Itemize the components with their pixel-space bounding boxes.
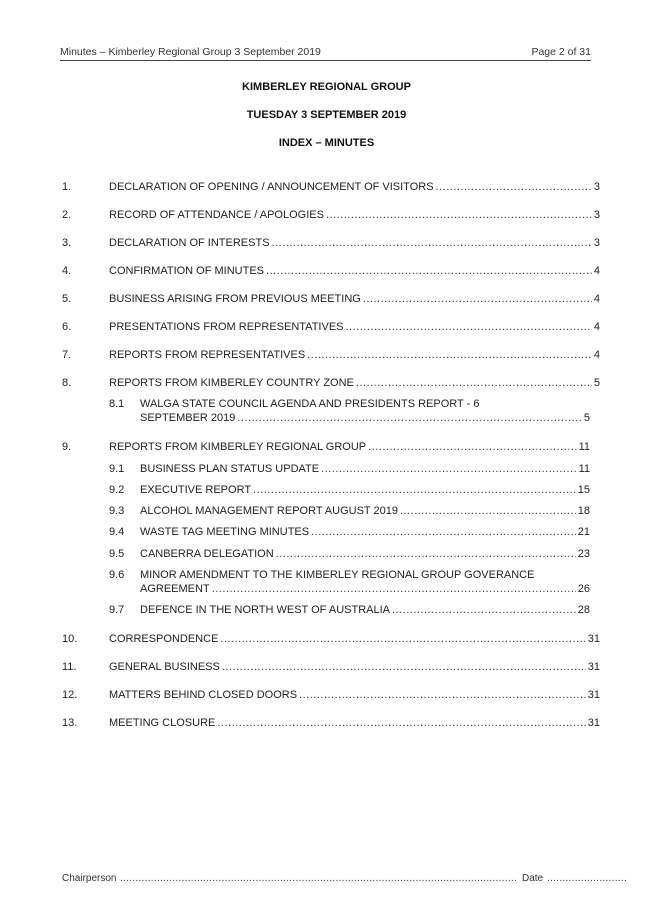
toc-subitem-text: BUSINESS PLAN STATUS UPDATE <box>140 463 320 475</box>
toc-item-page: 31 <box>587 717 600 729</box>
toc-subitem-number: 9.4 <box>109 526 125 538</box>
toc-subitem-page: 23 <box>577 548 590 560</box>
page-header <box>60 46 591 60</box>
toc-item-page: 4 <box>593 293 600 305</box>
toc-item-page: 5 <box>593 377 600 389</box>
toc-subitem-page: 15 <box>577 484 590 496</box>
dot-leader <box>307 348 592 362</box>
toc-item-number: 7. <box>62 349 72 361</box>
header-divider <box>60 60 591 61</box>
toc-item-number: 2. <box>62 209 72 221</box>
meeting-date-title: TUESDAY 3 SEPTEMBER 2019 <box>246 109 407 121</box>
toc-subitem-text-line2: SEPTEMBER 2019 <box>140 412 236 424</box>
dot-leader <box>253 483 576 497</box>
toc-item-page: 11 <box>578 441 590 453</box>
toc-subitem-page: 11 <box>578 463 590 475</box>
page-footer <box>62 873 592 887</box>
toc-item-number: 5. <box>62 293 72 305</box>
toc-item-text: RECORD OF ATTENDANCE / APOLOGIES <box>109 209 324 221</box>
date-signature-line <box>547 873 627 884</box>
toc-subitem-text-line1: WALGA STATE COUNCIL AGENDA AND PRESIDENTS REPORT - 6 <box>140 398 480 410</box>
toc-item-page: 31 <box>587 633 600 645</box>
toc-subitem-text: ALCOHOL MANAGEMENT REPORT AUGUST 2019 <box>140 505 398 517</box>
dot-leader <box>400 504 576 518</box>
toc-subitem-page: 18 <box>577 505 590 517</box>
toc-item-number: 3. <box>62 237 72 249</box>
dot-leader <box>346 320 592 334</box>
toc-item-text: PRESENTATIONS FROM REPRESENTATIVES <box>109 321 344 333</box>
dot-leader <box>222 660 586 674</box>
toc-subitem-number: 9.2 <box>109 484 125 496</box>
dot-leader <box>299 688 586 702</box>
toc-subitem-text-line1: MINOR AMENDMENT TO THE KIMBERLEY REGIONAL GROUP GOVERANCE <box>140 569 535 581</box>
toc-subitem-number: 9.7 <box>109 604 125 616</box>
header-page-number: Page 2 of 31 <box>531 46 591 58</box>
toc-item-number: 9. <box>62 441 72 453</box>
toc-item-text: GENERAL BUSINESS <box>109 661 220 673</box>
toc-item-page: 3 <box>593 237 600 249</box>
toc-item-number: 1. <box>62 181 72 193</box>
dot-leader <box>392 603 576 617</box>
toc-item-page: 3 <box>593 181 600 193</box>
toc-item-text: DECLARATION OF INTERESTS <box>109 237 270 249</box>
toc-item-text: MATTERS BEHIND CLOSED DOORS <box>109 689 298 701</box>
toc-item-text: REPORTS FROM REPRESENTATIVES <box>109 349 306 361</box>
toc-item-text: CONFIRMATION OF MINUTES <box>109 265 265 277</box>
index-title: INDEX – MINUTES <box>278 137 375 149</box>
toc-item-text: BUSINESS ARISING FROM PREVIOUS MEETING <box>109 293 361 305</box>
dot-leader <box>321 462 576 476</box>
toc-item-text: DECLARATION OF OPENING / ANNOUNCEMENT OF VISITORS <box>109 181 434 193</box>
dot-leader <box>220 632 585 646</box>
dot-leader <box>436 180 592 194</box>
toc-subitem-page: 21 <box>577 526 590 538</box>
dot-leader <box>276 547 576 561</box>
dot-leader <box>368 440 576 454</box>
date-label: Date <box>522 873 544 884</box>
chairperson-signature-line <box>120 873 516 884</box>
dot-leader <box>363 292 592 306</box>
toc-item-page: 4 <box>593 321 600 333</box>
dot-leader <box>311 525 576 539</box>
dot-leader <box>217 716 585 730</box>
toc-item-page: 4 <box>593 265 600 277</box>
toc-item-number: 10. <box>62 633 78 645</box>
toc-subitem-text: CANBERRA DELEGATION <box>140 548 274 560</box>
dot-leader <box>356 376 592 390</box>
toc-item-page: 31 <box>587 689 600 701</box>
toc-item-number: 13. <box>62 717 78 729</box>
toc-item-number: 11. <box>62 661 77 673</box>
org-title: KIMBERLEY REGIONAL GROUP <box>242 81 411 93</box>
header-document-title: Minutes – Kimberley Regional Group 3 September 2019 <box>60 46 321 58</box>
toc-item-number: 8. <box>62 377 72 389</box>
toc-subitem-page: 5 <box>583 412 590 424</box>
toc-subitem-page: 28 <box>577 604 590 616</box>
toc-subitem-number: 9.6 <box>109 569 125 581</box>
dot-leader <box>212 582 576 596</box>
toc-item-text: CORRESPONDENCE <box>109 633 219 645</box>
toc-item-text: MEETING CLOSURE <box>109 717 216 729</box>
dot-leader <box>326 208 592 222</box>
toc-item-number: 12. <box>62 689 78 701</box>
toc-subitem-text-line2: AGREEMENT <box>140 583 210 595</box>
toc-subitem-number: 8.1 <box>109 398 125 410</box>
toc-subitem-text: EXECUTIVE REPORT <box>140 484 252 496</box>
toc-item-page: 31 <box>587 661 600 673</box>
toc-item-number: 6. <box>62 321 72 333</box>
toc-subitem-number: 9.5 <box>109 548 125 560</box>
dot-leader <box>272 236 592 250</box>
toc-item-text: REPORTS FROM KIMBERLEY REGIONAL GROUP <box>109 441 367 453</box>
chairperson-label: Chairperson <box>62 873 117 884</box>
toc-subitem-text: WASTE TAG MEETING MINUTES <box>140 526 310 538</box>
toc-item-page: 3 <box>593 209 600 221</box>
toc-subitem-text: DEFENCE IN THE NORTH WEST OF AUSTRALIA <box>140 604 390 616</box>
toc-subitem-number: 9.1 <box>109 463 125 475</box>
toc-subitem-number: 9.3 <box>109 505 125 517</box>
toc-item-number: 4. <box>62 265 72 277</box>
toc-item-page: 4 <box>593 349 600 361</box>
dot-leader <box>237 411 582 425</box>
toc-item-text: REPORTS FROM KIMBERLEY COUNTRY ZONE <box>109 377 354 389</box>
dot-leader <box>266 264 592 278</box>
toc-subitem-page: 26 <box>577 583 590 595</box>
